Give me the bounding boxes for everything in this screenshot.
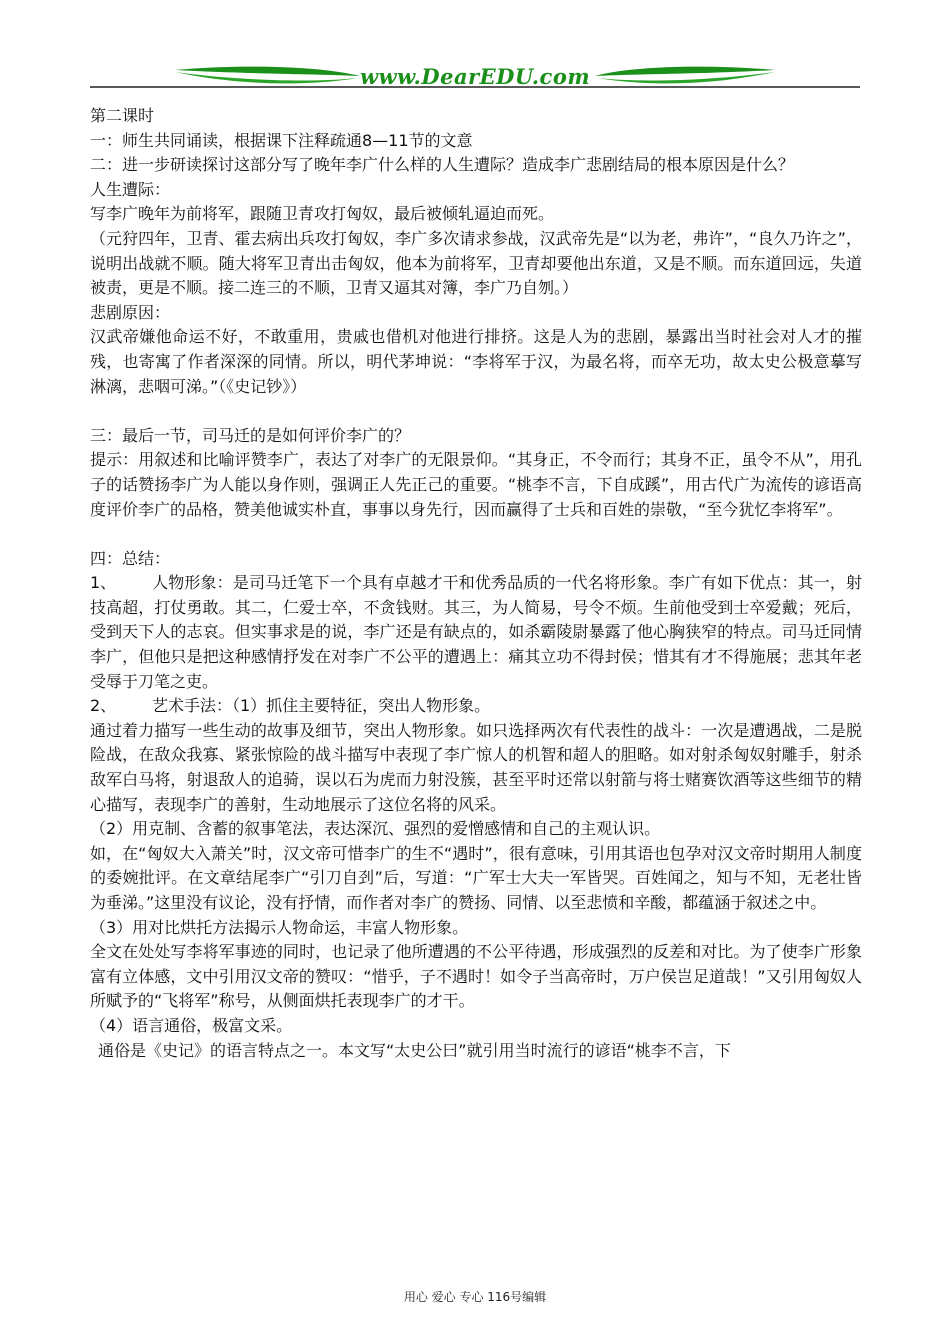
- fate-label: 人生遭际：: [90, 179, 171, 199]
- art-3-text: 全文在处处写李将军事迹的同时，也记录了他所遭遇的不公平待遇，形成强烈的反差和对比。为了使李广形象富有立体感，文中引用汉文帝的赞叹：“惜乎，子不遇时！如令子当高帝时，万户侯岂足道哉！”又引用匈奴人所赋予的“飞将军”称号，从侧面烘托表现李广的才干。: [90, 942, 862, 1011]
- art-4-text: 通俗是《史记》的语言特点之一。本文写“太史公曰”就引用当时流行的谚语“桃李不言，下: [98, 1040, 731, 1060]
- point-2: [90, 694, 862, 719]
- document-body: [90, 104, 862, 1063]
- point-1-text: 人物形象：是司马迁笔下一个具有卓越才干和优秀品质的一代名将形象。李广有如下优点：其一，射技高超，打仗勇敢。其二，仁爱士卒，不贪钱财。其三，为人简易，号令不烦。生前他受到士卒爱戴；死后，受到天下人的志哀。但实事求是的说，李广还是有缺点的，如杀霸陵尉暴露了他心胸狭窄的特点。司马迁同情李广，但他只是把这种感情抒发在对李广不公平的遭遇上：痛其立功不得封侯；惜其有才不得施展；悲其年老受辱于刀笔之吏。: [90, 573, 862, 691]
- step-4-title: 四：总结：: [90, 548, 171, 568]
- step-3-hint: 提示：用叙述和比喻评赞李广，表达了对李广的无限景仰。“其身正，不令而行；其身不正，虽令不从”，用孔子的话赞扬李广为人能以身作则，强调正人先正己的重要。“桃李不言，下自成蹊”，用古代广为流传的谚语高度评价李广的品格，赞美他诚实朴直，事事以身先行，因而赢得了士兵和百姓的崇敬，“至今犹忆李将军”。: [90, 450, 862, 519]
- step-3-question: 三：最后一节，司马迁的是如何评价李广的？: [90, 425, 411, 445]
- lesson-title: 第二课时: [90, 106, 155, 125]
- art-2-text: 如，在“匈奴大入萧关”时，汉文帝可惜李广的生不“遇时”，很有意味，引用其语也包孕对汉文帝时期用人制度的委婉批评。在文章结尾李广“引刀自刭”后，写道：“广军士大夫一军皆哭。百姓闻之，知与不知，无老壮皆为垂涕。”这里没有议论，没有抒情，而作者对李广的赞扬、同情、以至悲愤和辛酸，都蕴涵于叙述之中。: [90, 843, 862, 912]
- step-2-question: 二：进一步研读探讨这部分写了晚年李广什么样的人生遭际？造成李广悲剧结局的根本原因是什么？: [90, 155, 795, 175]
- step-1: 一：师生共同诵读，根据课下注释疏通8—11节的文意: [90, 130, 473, 150]
- site-name: www.DearEDU.com: [359, 64, 591, 89]
- tragedy-label: 悲剧原因：: [90, 302, 171, 322]
- page-footer: 用心 爱心 专心 116号编辑: [403, 1290, 547, 1304]
- art-1-text: 通过着力描写一些生动的故事及细节，突出人物形象。如只选择两次有代表性的战斗：一次是遭遇战，二是脱险战，在敌众我寡、紧张惊险的战斗描写中表现了李广惊人的机智和超人的胆略。如对射杀匈奴射雕手，射杀敌军白马将，射退敌人的追骑，误以石为虎而力射没簇，甚至平时还常以射箭与将士赌赛饮酒等这些细节的精心描写，表现李广的善射，生动地展示了这位名将的风采。: [90, 720, 862, 814]
- art-3-title: （3）用对比烘托方法揭示人物命运，丰富人物形象。: [90, 917, 469, 937]
- art-2-title: （2）用克制、含蓄的叙事笔法，表达深沉、强烈的爱憎感情和自己的主观认识。: [90, 819, 661, 839]
- point-1-number: 1、: [90, 573, 117, 593]
- tragedy-text: 汉武帝嫌他命运不好，不敢重用，贵戚也借机对他进行排挤。这是人为的悲剧，暴露出当时社会对人才的摧残，也寄寓了作者深深的同情。所以，明代茅坤说：“李将军于汉，为最名将，而卒无功，故太史公极意摹写淋漓，悲咽可涕。”（《史记钞》）: [90, 327, 862, 396]
- point-1: [90, 571, 862, 694]
- art-4-title: （4）语言通俗，极富文采。: [90, 1015, 293, 1035]
- site-header: [90, 60, 860, 96]
- fate-summary: 写李广晚年为前将军，跟随卫青攻打匈奴，最后被倾轧逼迫而死。: [90, 204, 555, 224]
- point-2-number: 2、: [90, 696, 117, 716]
- point-2-text: 艺术手法：（1）抓住主要特征，突出人物形象。: [152, 696, 491, 716]
- fate-detail: （元狩四年，卫青、霍去病出兵攻打匈奴，李广多次请求参战，汉武帝先是“以为老，弗许”，“良久乃许之”，说明出战就不顺。随大将军卫青出击匈奴，他本为前将军，卫青却要他出东道，又是不顺。而东道回远，失道被责，更是不顺。接二连三的不顺，卫青又逼其对簿，李广乃自刎。）: [90, 228, 862, 298]
